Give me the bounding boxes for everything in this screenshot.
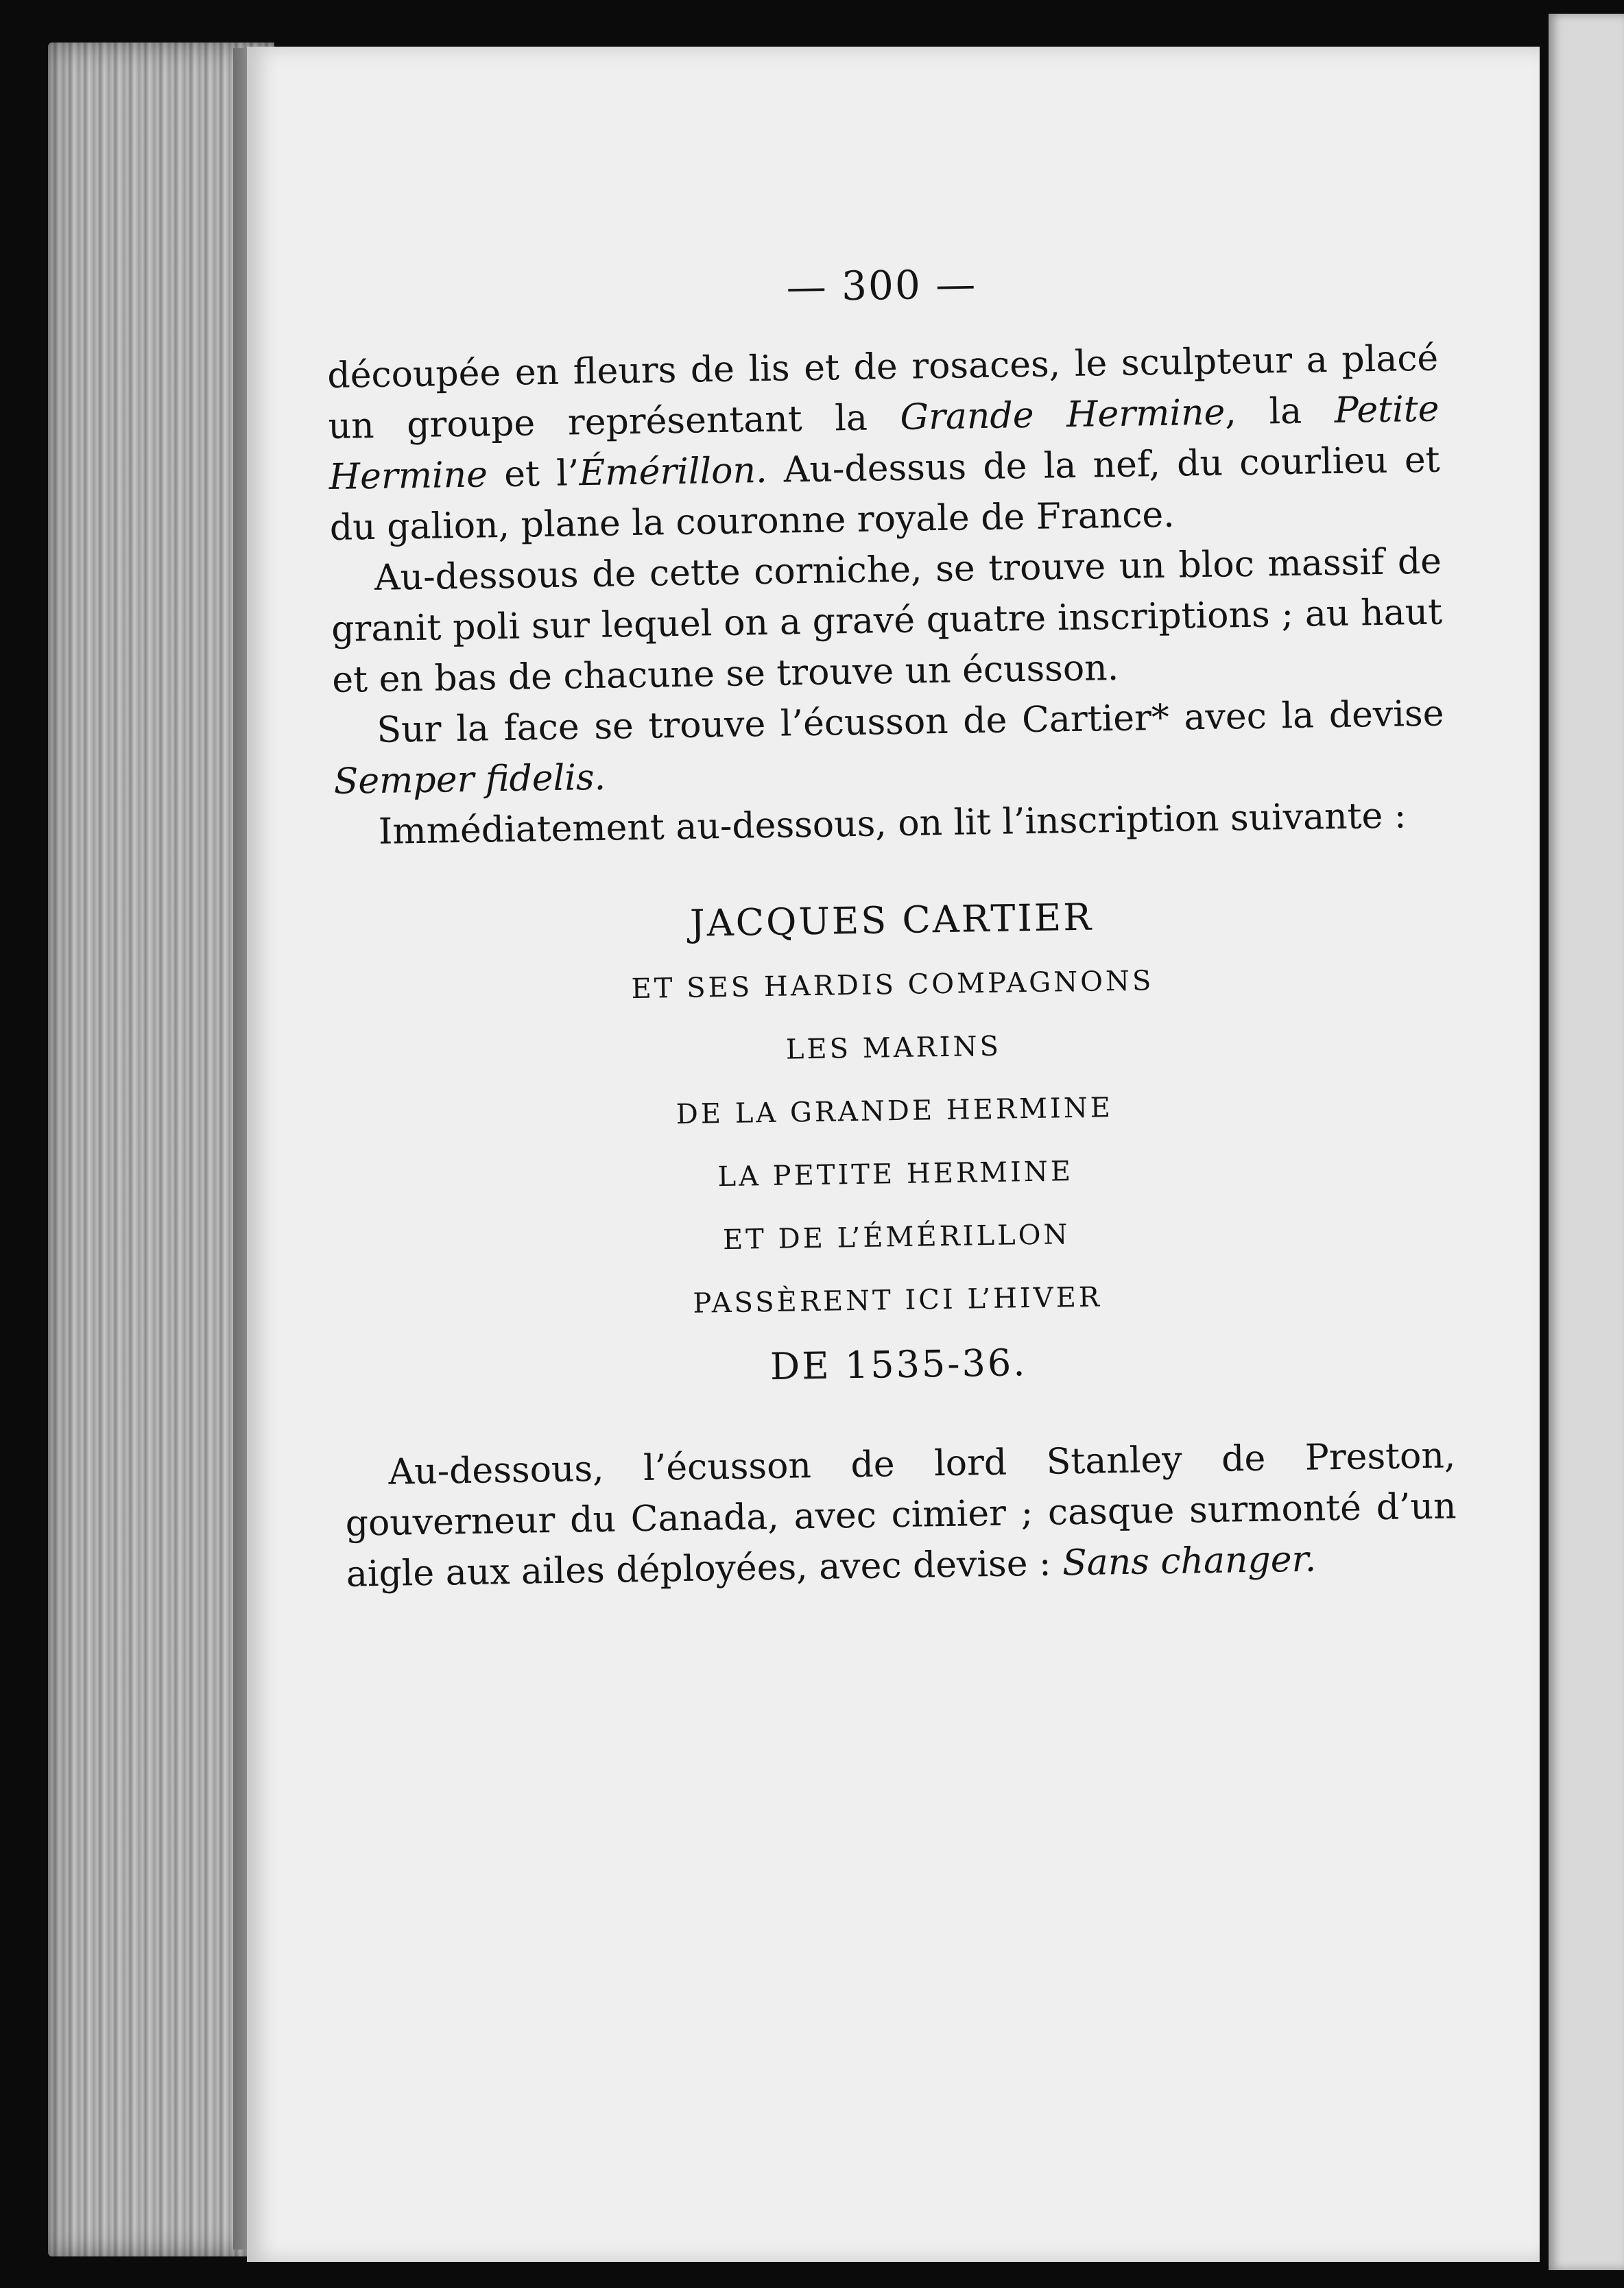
- inscription-line: JACQUES CARTIER: [689, 895, 1094, 945]
- page-number: — 300 —: [786, 261, 977, 311]
- text-run: Au-dessus de la nef, du courlieu et du galion, plane la couronne royale de France.: [329, 439, 1440, 549]
- facing-page-edge: [1549, 14, 1624, 2270]
- italic-motto: Semper fidelis.: [333, 756, 606, 802]
- inscription-line: ET DE L’ÉMÉRILLON: [722, 1219, 1071, 1256]
- inscription-line: ET SES HARDIS COMPAGNONS: [631, 965, 1154, 1005]
- text-run: découpée en fleurs de lis et de rosaces, le sculpteur a placé un groupe représentant la: [326, 337, 1439, 447]
- italic-motto: Sans changer.: [1062, 1538, 1317, 1584]
- inscription-block: [335, 879, 1454, 1406]
- inscription-line: DE LA GRANDE HERMINE: [676, 1092, 1114, 1131]
- inscription-line: PASSÈRENT ICI L’HIVER: [693, 1281, 1103, 1320]
- text-run: et l’: [487, 453, 580, 496]
- page-text-block: [326, 254, 1457, 1600]
- text-run: Au-dessous, l’écusson de lord Stanley de Preston, gouverneur du Canada, avec cimier ; casque surmonté d’un aigle aux ailes déployées, avec devise :: [345, 1435, 1457, 1595]
- paragraph-stanley-crest: [344, 1430, 1457, 1599]
- paragraph-cartier-crest: [333, 688, 1445, 807]
- paragraph-inscription-intro: Immédiatement au-dessous, on lit l’inscription suivante :: [378, 795, 1407, 853]
- inscription-line: DE 1535-36.: [769, 1341, 1027, 1389]
- inscription-line: LES MARINS: [785, 1030, 1002, 1066]
- inscription-line: LA PETITE HERMINE: [717, 1156, 1074, 1193]
- paragraph-monument-sculpture: [327, 333, 1441, 553]
- italic-ship-name: Petite Hermine: [329, 388, 1440, 498]
- paragraph-granite-block: Au-dessous de cette corniche, se trouve un bloc massif de granit poli sur lequel on a gravé quatre inscriptions ; au haut et en bas de chacune se trouve un écusson.: [331, 540, 1443, 701]
- italic-ship-name: Grande Hermine: [900, 392, 1226, 438]
- text-run: Sur la face se trouve l’écusson de Cartier* avec la devise: [377, 693, 1444, 751]
- text-run: , la: [1224, 390, 1335, 433]
- italic-ship-name: Émérillon.: [578, 449, 767, 494]
